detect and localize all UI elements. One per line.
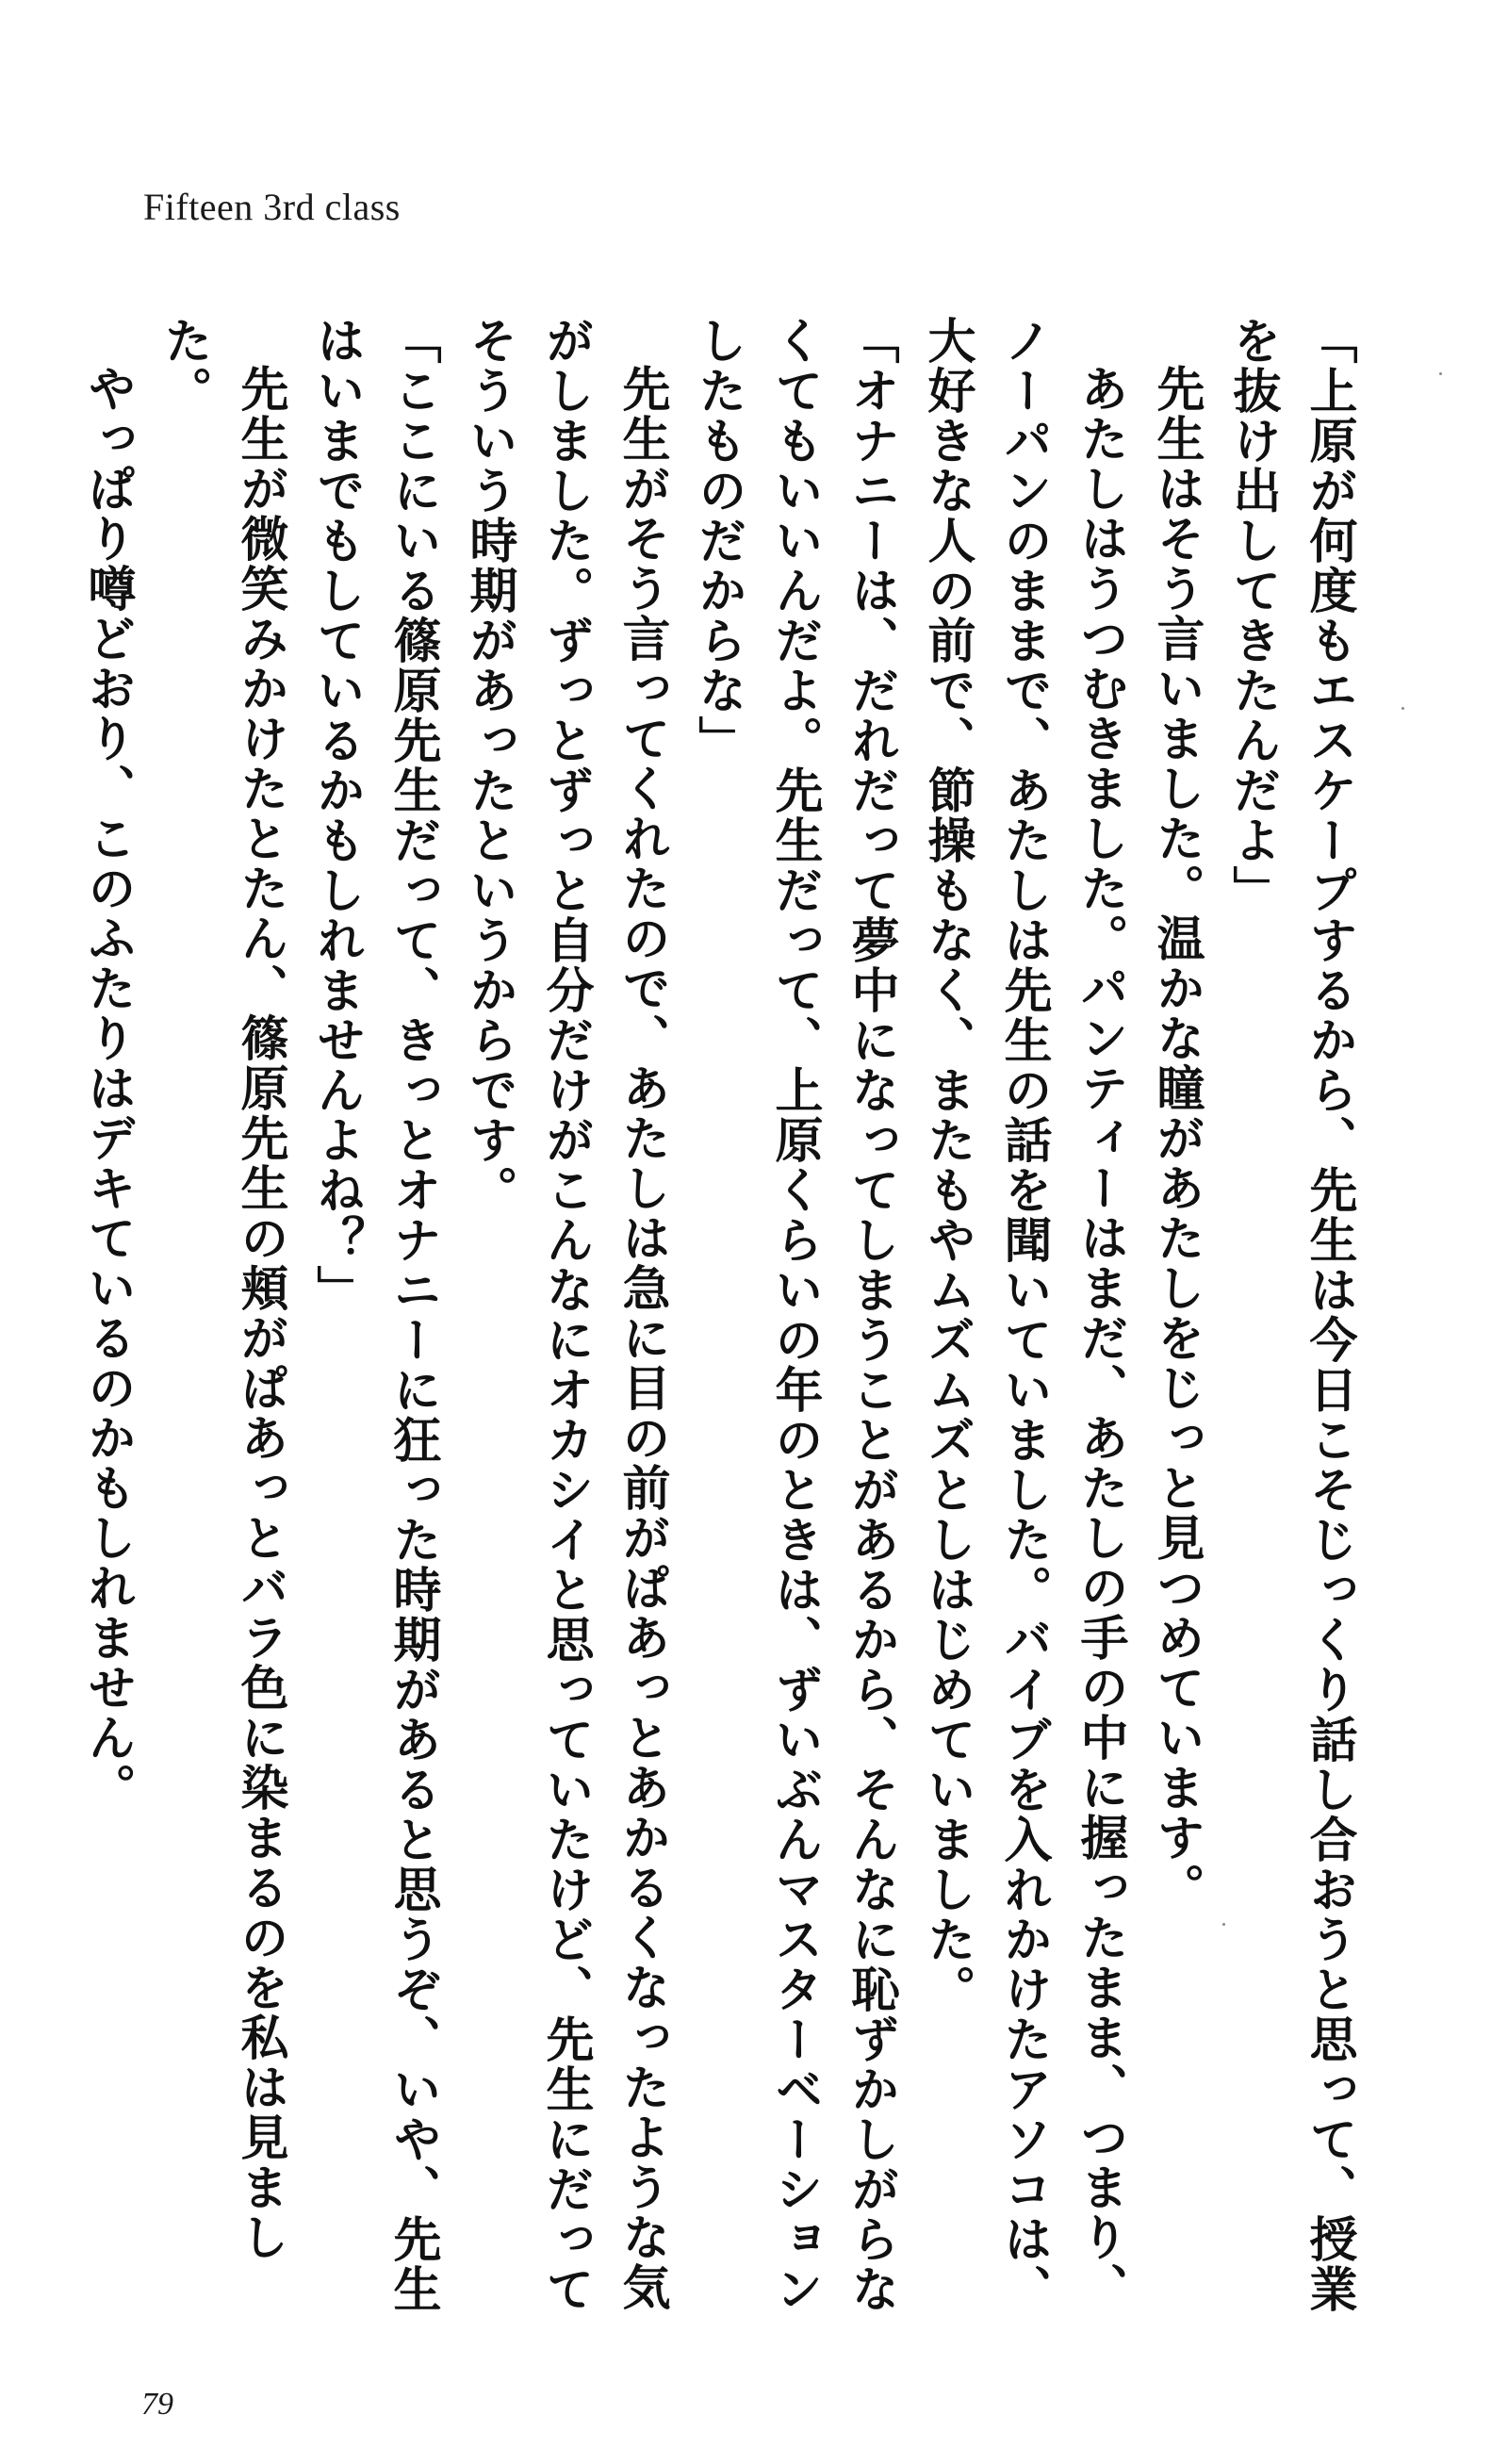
paragraph: 先生が微笑みかけたとたん、篠原先生の頬がぱあっとバラ色に染まるのを私は見ました。	[156, 316, 288, 2262]
paragraph: 「上原が何度もエスケープするから、先生は今日こそじっくり話し合おうと思って、授業を抜け出してきたんだよ」	[1224, 316, 1357, 2314]
paragraph: 「オナニーは、だれだって夢中になってしまうことがあるから、そんなに恥ずかしがらなくてもいいんだよ。先生だって、上原くらいの年のときは、ずいぶんマスターベーションしたものだからな」	[690, 316, 899, 2314]
paragraph: やっぱり噂どおり、このふたりはデキているのかもしれません。	[79, 364, 136, 1813]
vertical-body-text	[69, 316, 1367, 2342]
paragraph: 先生はそう言いました。温かな瞳があたしをじっと見つめています。	[1148, 364, 1205, 1913]
scan-speck	[1401, 707, 1404, 710]
page-number: 79	[141, 2387, 173, 2422]
paragraph: あたしはうつむきました。パンティーはまだ、あたしの手の中に握ったまま、つまり、ノーパンのままで、あたしは先生の話を聞いていました。バイブを入れかけたアソコは、大好きな人の前で、節操もなく、またもやムズムズとしはじめていました。	[919, 316, 1128, 2314]
paragraph: 「ここにいる篠原先生だって、きっとオナニーに狂った時期があると思うぞ、いや、先生はいまでもしているかもしれませんよね？」	[308, 316, 441, 2314]
scan-speck	[1222, 1923, 1225, 1926]
scan-speck	[1439, 372, 1442, 375]
running-header: Fifteen 3rd class	[143, 186, 401, 228]
paragraph: 先生がそう言ってくれたので、あたしは急に目の前がぱあっとあかるくなったような気がしました。ずっとずっと自分だけがこんなにオカシイと思っていたけど、先生にだってそういう時期があったというからです。	[461, 316, 670, 2314]
